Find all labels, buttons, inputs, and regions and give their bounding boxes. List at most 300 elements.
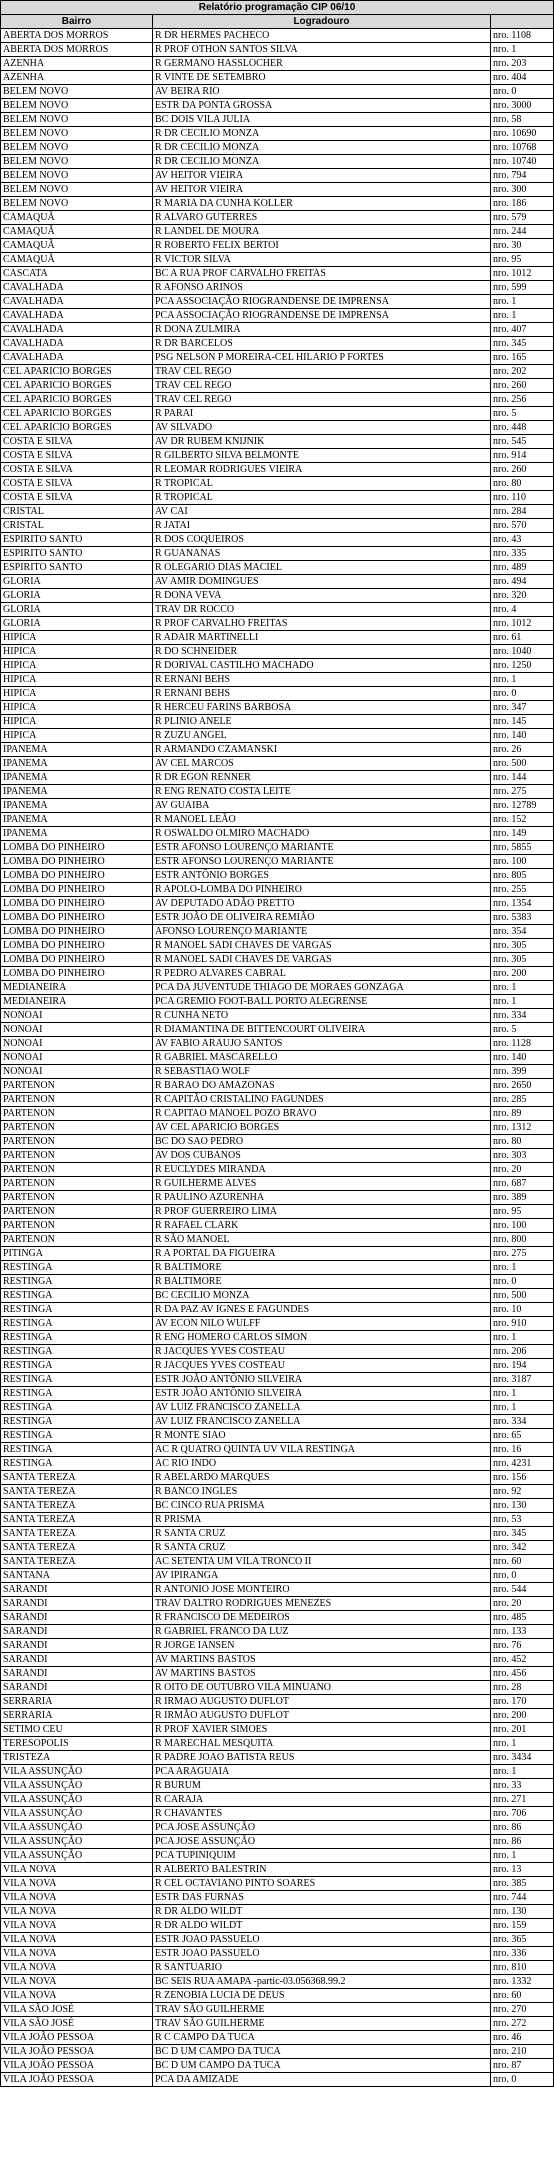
cell-bairro: VILA ASSUNÇÃO <box>1 1793 153 1807</box>
cell-bairro: SARANDI <box>1 1597 153 1611</box>
cell-bairro: VILA NOVA <box>1 1891 153 1905</box>
cell-logradouro: PCA JOSE ASSUNÇÃO <box>153 1835 491 1849</box>
cell-logradouro: AV ECON NILO WULFF <box>153 1317 491 1331</box>
cell-bairro: ABERTA DOS MORROS <box>1 29 153 43</box>
cell-numero: nro. 1 <box>491 1261 554 1275</box>
cell-bairro: NONOAI <box>1 1051 153 1065</box>
cell-numero: nro. 95 <box>491 1205 554 1219</box>
cell-bairro: CEL APARICIO BORGES <box>1 379 153 393</box>
cell-bairro: VILA ASSUNÇÃO <box>1 1821 153 1835</box>
table-row <box>1 505 554 519</box>
cell-numero: nro. 500 <box>491 757 554 771</box>
cell-bairro: VILA NOVA <box>1 1877 153 1891</box>
table-row <box>1 197 554 211</box>
cell-numero: nro. 10 <box>491 1303 554 1317</box>
cell-bairro: RESTINGA <box>1 1289 153 1303</box>
cell-logradouro: R BANCO INGLES <box>153 1485 491 1499</box>
table-row <box>1 1681 554 1695</box>
cell-logradouro: ESTR ANTÔNIO BORGES <box>153 869 491 883</box>
cell-logradouro: AV LUIZ FRANCISCO ZANELLA <box>153 1401 491 1415</box>
table-row <box>1 1611 554 1625</box>
cell-bairro: ESPIRITO SANTO <box>1 547 153 561</box>
cell-bairro: VILA ASSUNÇÃO <box>1 1835 153 1849</box>
cell-numero: nro. 706 <box>491 1807 554 1821</box>
cell-numero: nro. 13 <box>491 1863 554 1877</box>
cell-bairro: IPANEMA <box>1 785 153 799</box>
table-row <box>1 1023 554 1037</box>
table-row <box>1 1009 554 1023</box>
cell-logradouro: R AFONSO ARINOS <box>153 281 491 295</box>
cell-logradouro: R ALBERTO BALESTRIN <box>153 1863 491 1877</box>
cell-numero: nro. 599 <box>491 281 554 295</box>
table-row <box>1 687 554 701</box>
cell-bairro: AZENHA <box>1 57 153 71</box>
cell-logradouro: R ANTONIO JOSE MONTEIRO <box>153 1583 491 1597</box>
cell-numero: nro. 80 <box>491 1135 554 1149</box>
cell-numero: nro. 203 <box>491 57 554 71</box>
cell-logradouro: PCA ASSOCIAÇÃO RIOGRANDENSE DE IMPRENSA <box>153 295 491 309</box>
table-row <box>1 1555 554 1569</box>
table-row <box>1 785 554 799</box>
table-row <box>1 799 554 813</box>
cell-bairro: CEL APARICIO BORGES <box>1 393 153 407</box>
cell-bairro: LOMBA DO PINHEIRO <box>1 953 153 967</box>
cell-logradouro: R ARMANDO CZAMANSKI <box>153 743 491 757</box>
cell-logradouro: AFONSO LOURENÇO MARIANTE <box>153 925 491 939</box>
cell-numero: nro. 1 <box>491 1849 554 1863</box>
table-row <box>1 1457 554 1471</box>
cell-logradouro: R PRISMA <box>153 1513 491 1527</box>
cell-bairro: PITINGA <box>1 1247 153 1261</box>
cell-numero: nro. 3434 <box>491 1751 554 1765</box>
cell-numero: nro. 1 <box>491 981 554 995</box>
cell-numero: nro. 5383 <box>491 911 554 925</box>
table-row <box>1 1709 554 1723</box>
cell-bairro: SANTA TEREZA <box>1 1499 153 1513</box>
table-row <box>1 1779 554 1793</box>
cell-numero: nro. 0 <box>491 1275 554 1289</box>
cell-numero: nro. 260 <box>491 463 554 477</box>
table-row <box>1 1737 554 1751</box>
cell-bairro: VILA NOVA <box>1 1905 153 1919</box>
cell-bairro: VILA ASSUNÇÃO <box>1 1849 153 1863</box>
cell-numero: nro. 794 <box>491 169 554 183</box>
table-row <box>1 1723 554 1737</box>
cell-bairro: VILA ASSUNÇÃO <box>1 1765 153 1779</box>
cell-bairro: CAMAQUÃ <box>1 253 153 267</box>
table-row <box>1 183 554 197</box>
cell-bairro: PARTENON <box>1 1177 153 1191</box>
cell-numero: nro. 92 <box>491 1485 554 1499</box>
cell-numero: nro. 140 <box>491 1051 554 1065</box>
cell-logradouro: ESTR JOÃO ANTÔNIO SILVEIRA <box>153 1387 491 1401</box>
cell-bairro: CRISTAL <box>1 505 153 519</box>
cell-bairro: LOMBA DO PINHEIRO <box>1 911 153 925</box>
cell-logradouro: ESTR DAS FURNAS <box>153 1891 491 1905</box>
cell-bairro: ABERTA DOS MORROS <box>1 43 153 57</box>
cell-bairro: GLORIA <box>1 589 153 603</box>
cell-logradouro: AV SILVADO <box>153 421 491 435</box>
table-row <box>1 701 554 715</box>
cell-numero: nro. 687 <box>491 1177 554 1191</box>
cell-numero: nro. 385 <box>491 1877 554 1891</box>
cell-logradouro: R DONA VEVA <box>153 589 491 603</box>
table-row <box>1 897 554 911</box>
cell-numero: nro. 4 <box>491 603 554 617</box>
cell-numero: nro. 140 <box>491 729 554 743</box>
cell-bairro: COSTA E SILVA <box>1 463 153 477</box>
cell-numero: nro. 1108 <box>491 29 554 43</box>
cell-bairro: VILA SÃO JOSÉ <box>1 2017 153 2031</box>
cell-bairro: HIPICA <box>1 701 153 715</box>
cell-logradouro: BC SEIS RUA AMAPA -partic-03.056368.99.2 <box>153 1975 491 1989</box>
cell-bairro: PARTENON <box>1 1121 153 1135</box>
cell-bairro: HIPICA <box>1 645 153 659</box>
cell-bairro: LOMBA DO PINHEIRO <box>1 967 153 981</box>
cell-bairro: LOMBA DO PINHEIRO <box>1 939 153 953</box>
table-row <box>1 1401 554 1415</box>
cell-logradouro: BC D UM CAMPO DA TUCA <box>153 2059 491 2073</box>
table-row <box>1 925 554 939</box>
cell-numero: nro. 86 <box>491 1835 554 1849</box>
cell-logradouro: R BALTIMORE <box>153 1261 491 1275</box>
cell-numero: nro. 5855 <box>491 841 554 855</box>
cell-numero: nro. 260 <box>491 379 554 393</box>
cell-numero: nro. 89 <box>491 1107 554 1121</box>
table-row <box>1 2017 554 2031</box>
cell-bairro: SANTA TEREZA <box>1 1485 153 1499</box>
table-row <box>1 295 554 309</box>
header-logradouro: Logradouro <box>153 15 491 29</box>
cell-numero: nro. 285 <box>491 1093 554 1107</box>
cell-bairro: CAMAQUÃ <box>1 225 153 239</box>
table-row <box>1 379 554 393</box>
table-row <box>1 1835 554 1849</box>
table-row <box>1 1415 554 1429</box>
table-row <box>1 57 554 71</box>
cell-bairro: BELEM NOVO <box>1 197 153 211</box>
cell-bairro: IPANEMA <box>1 757 153 771</box>
cell-numero: nro. 10690 <box>491 127 554 141</box>
cell-numero: nro. 256 <box>491 393 554 407</box>
cell-numero: nro. 5 <box>491 1023 554 1037</box>
cell-logradouro: PCA GREMIO FOOT-BALL PORTO ALEGRENSE <box>153 995 491 1009</box>
cell-numero: nro. 194 <box>491 1359 554 1373</box>
cell-bairro: VILA ASSUNÇÃO <box>1 1779 153 1793</box>
cell-bairro: HIPICA <box>1 659 153 673</box>
cell-bairro: HIPICA <box>1 631 153 645</box>
cell-logradouro: R DR CECILIO MONZA <box>153 155 491 169</box>
cell-logradouro: R PLINIO ANELE <box>153 715 491 729</box>
table-row <box>1 309 554 323</box>
table-row <box>1 575 554 589</box>
cell-bairro: HIPICA <box>1 715 153 729</box>
table-row <box>1 85 554 99</box>
cell-logradouro: TRAV CEL REGO <box>153 393 491 407</box>
cell-logradouro: R OSWALDO OLMIRO MACHADO <box>153 827 491 841</box>
cell-numero: nro. 365 <box>491 1933 554 1947</box>
table-row <box>1 1793 554 1807</box>
cell-numero: nro. 2650 <box>491 1079 554 1093</box>
cell-bairro: LOMBA DO PINHEIRO <box>1 897 153 911</box>
cell-bairro: NONOAI <box>1 1009 153 1023</box>
cell-logradouro: R CARAJA <box>153 1793 491 1807</box>
cell-numero: nro. 165 <box>491 351 554 365</box>
cell-logradouro: R BURUM <box>153 1779 491 1793</box>
cell-logradouro: ESTR DA PONTA GROSSA <box>153 99 491 113</box>
cell-logradouro: R ZUZU ANGEL <box>153 729 491 743</box>
table-row <box>1 351 554 365</box>
cell-numero: nro. 1 <box>491 295 554 309</box>
cell-bairro: PARTENON <box>1 1079 153 1093</box>
cell-logradouro: R ENG HOMERO CARLOS SIMON <box>153 1331 491 1345</box>
cell-logradouro: AV DOS CUBANOS <box>153 1149 491 1163</box>
cell-bairro: PARTENON <box>1 1107 153 1121</box>
cell-bairro: GLORIA <box>1 575 153 589</box>
cell-logradouro: R DR HERMES PACHECO <box>153 29 491 43</box>
table-row <box>1 757 554 771</box>
table-row <box>1 659 554 673</box>
cell-logradouro: AV MARTINS BASTOS <box>153 1667 491 1681</box>
cell-numero: nro. 320 <box>491 589 554 603</box>
cell-logradouro: PCA TUPINIQUIM <box>153 1849 491 1863</box>
table-row <box>1 1485 554 1499</box>
table-row <box>1 1121 554 1135</box>
cell-numero: nro. 244 <box>491 225 554 239</box>
cell-logradouro: AV AMIR DOMINGUES <box>153 575 491 589</box>
cell-bairro: MEDIANEIRA <box>1 981 153 995</box>
cell-numero: nro. 303 <box>491 1149 554 1163</box>
table-row <box>1 99 554 113</box>
cell-bairro: IPANEMA <box>1 743 153 757</box>
table-row <box>1 29 554 43</box>
cell-numero: nro. 1 <box>491 309 554 323</box>
cell-numero: nro. 570 <box>491 519 554 533</box>
cell-numero: nro. 3000 <box>491 99 554 113</box>
cell-numero: nro. 1 <box>491 995 554 1009</box>
header-numero <box>491 15 554 29</box>
cell-numero: nro. 76 <box>491 1639 554 1653</box>
cell-numero: nro. 544 <box>491 1583 554 1597</box>
cell-bairro: VILA ASSUNÇÃO <box>1 1807 153 1821</box>
cell-bairro: TERESOPOLIS <box>1 1737 153 1751</box>
cell-logradouro: AV BEIRA RIO <box>153 85 491 99</box>
cell-logradouro: R ENG RENATO COSTA LEITE <box>153 785 491 799</box>
cell-numero: nro. 354 <box>491 925 554 939</box>
cell-numero: nro. 271 <box>491 1793 554 1807</box>
cell-logradouro: R TROPICAL <box>153 477 491 491</box>
cell-logradouro: R DIAMANTINA DE BITTENCOURT OLIVEIRA <box>153 1023 491 1037</box>
cell-numero: nro. 270 <box>491 2003 554 2017</box>
table-row <box>1 1513 554 1527</box>
cell-numero: nro. 33 <box>491 1779 554 1793</box>
cell-numero: nro. 0 <box>491 2073 554 2087</box>
table-row <box>1 1443 554 1457</box>
cell-logradouro: R SEBASTIAO WOLF <box>153 1065 491 1079</box>
table-row <box>1 1499 554 1513</box>
table-row <box>1 827 554 841</box>
cell-logradouro: R DR ALDO WILDT <box>153 1919 491 1933</box>
table-row <box>1 2031 554 2045</box>
table-row <box>1 267 554 281</box>
cell-logradouro: TRAV DR ROCCO <box>153 603 491 617</box>
cell-numero: nro. 100 <box>491 1219 554 1233</box>
cell-numero: nro. 26 <box>491 743 554 757</box>
cell-numero: nro. 210 <box>491 2045 554 2059</box>
cell-numero: nro. 130 <box>491 1499 554 1513</box>
table-row <box>1 1065 554 1079</box>
cell-bairro: HIPICA <box>1 729 153 743</box>
cell-bairro: SARANDI <box>1 1611 153 1625</box>
cell-numero: nro. 10768 <box>491 141 554 155</box>
table-row <box>1 1079 554 1093</box>
cell-bairro: BELEM NOVO <box>1 169 153 183</box>
cell-logradouro: R PROF GUERREIRO LIMA <box>153 1205 491 1219</box>
table-row <box>1 1107 554 1121</box>
table-row <box>1 1205 554 1219</box>
cell-bairro: SANTANA <box>1 1569 153 1583</box>
cell-logradouro: R LANDEL DE MOURA <box>153 225 491 239</box>
table-row <box>1 939 554 953</box>
table-row <box>1 869 554 883</box>
cell-bairro: CEL APARICIO BORGES <box>1 421 153 435</box>
cell-logradouro: R LEOMAR RODRIGUES VIEIRA <box>153 463 491 477</box>
table-row <box>1 253 554 267</box>
cell-numero: nro. 744 <box>491 1891 554 1905</box>
cell-numero: nro. 95 <box>491 253 554 267</box>
table-row <box>1 855 554 869</box>
cell-numero: nro. 334 <box>491 1415 554 1429</box>
cell-logradouro: TRAV SÃO GUILHERME <box>153 2017 491 2031</box>
cell-logradouro: R JATAI <box>153 519 491 533</box>
cell-numero: nro. 485 <box>491 1611 554 1625</box>
title-row <box>1 1 554 15</box>
cell-bairro: SARANDI <box>1 1625 153 1639</box>
cell-logradouro: R BALTIMORE <box>153 1275 491 1289</box>
cell-numero: nro. 1040 <box>491 645 554 659</box>
table-row <box>1 1303 554 1317</box>
table-row <box>1 71 554 85</box>
cell-logradouro: AV HEITOR VIEIRA <box>153 183 491 197</box>
cell-bairro: RESTINGA <box>1 1275 153 1289</box>
cell-numero: nro. 133 <box>491 1625 554 1639</box>
cell-bairro: SARANDI <box>1 1653 153 1667</box>
cell-numero: nro. 389 <box>491 1191 554 1205</box>
cell-numero: nro. 255 <box>491 883 554 897</box>
table-row <box>1 1429 554 1443</box>
cell-logradouro: R DR ALDO WILDT <box>153 1905 491 1919</box>
cell-numero: nro. 810 <box>491 1961 554 1975</box>
cell-bairro: CAVALHADA <box>1 323 153 337</box>
table-row <box>1 561 554 575</box>
cell-numero: nro. 1128 <box>491 1037 554 1051</box>
cell-bairro: NONOAI <box>1 1037 153 1051</box>
cell-numero: nro. 1 <box>491 43 554 57</box>
cell-numero: nro. 152 <box>491 813 554 827</box>
cell-numero: nro. 0 <box>491 85 554 99</box>
cell-numero: nro. 65 <box>491 1429 554 1443</box>
cell-logradouro: R SÃO MANOEL <box>153 1233 491 1247</box>
cell-logradouro: R CEL OCTAVIANO PINTO SOARES <box>153 1877 491 1891</box>
table-row <box>1 1597 554 1611</box>
table-row <box>1 1359 554 1373</box>
cell-numero: nro. 1 <box>491 1401 554 1415</box>
table-row <box>1 1037 554 1051</box>
cell-logradouro: PCA JOSE ASSUNÇÃO <box>153 1821 491 1835</box>
table-row <box>1 1191 554 1205</box>
table-row <box>1 1807 554 1821</box>
table-row <box>1 2059 554 2073</box>
cell-bairro: RESTINGA <box>1 1415 153 1429</box>
cell-logradouro: R ERNANI BEHS <box>153 673 491 687</box>
table-row <box>1 421 554 435</box>
cell-numero: nro. 399 <box>491 1065 554 1079</box>
cell-bairro: COSTA E SILVA <box>1 477 153 491</box>
cell-logradouro: R PROF OTHON SANTOS SILVA <box>153 43 491 57</box>
cell-bairro: VILA JOÃO PESSOA <box>1 2031 153 2045</box>
table-row <box>1 2003 554 2017</box>
cell-logradouro: AV CEL APARICIO BORGES <box>153 1121 491 1135</box>
cell-numero: nro. 272 <box>491 2017 554 2031</box>
table-row <box>1 239 554 253</box>
cell-bairro: COSTA E SILVA <box>1 435 153 449</box>
cell-numero: nro. 345 <box>491 1527 554 1541</box>
header-row <box>1 15 554 29</box>
cell-logradouro: AV CAI <box>153 505 491 519</box>
cell-logradouro: R PROF CARVALHO FREITAS <box>153 617 491 631</box>
cell-logradouro: R IRMAO AUGUSTO DUFLOT <box>153 1695 491 1709</box>
table-row <box>1 967 554 981</box>
cell-numero: nro. 275 <box>491 785 554 799</box>
table-row <box>1 323 554 337</box>
cell-logradouro: R MARIA DA CUNHA KOLLER <box>153 197 491 211</box>
cell-bairro: GLORIA <box>1 603 153 617</box>
cell-logradouro: R APOLO-LOMBA DO PINHEIRO <box>153 883 491 897</box>
cell-numero: nro. 347 <box>491 701 554 715</box>
cell-logradouro: R CAPITÃO CRISTALINO FAGUNDES <box>153 1093 491 1107</box>
cell-numero: nro. 914 <box>491 449 554 463</box>
cell-logradouro: R DR CECILIO MONZA <box>153 127 491 141</box>
table-row <box>1 1947 554 1961</box>
table-row <box>1 911 554 925</box>
table-row <box>1 1583 554 1597</box>
cell-bairro: IPANEMA <box>1 799 153 813</box>
cell-numero: nro. 404 <box>491 71 554 85</box>
cell-logradouro: ESTR AFONSO LOURENÇO MARIANTE <box>153 841 491 855</box>
cell-numero: nro. 159 <box>491 1919 554 1933</box>
cell-numero: nro. 489 <box>491 561 554 575</box>
cell-numero: nro. 805 <box>491 869 554 883</box>
cell-bairro: PARTENON <box>1 1233 153 1247</box>
cell-logradouro: R ALVARO GUTERRES <box>153 211 491 225</box>
cell-bairro: RESTINGA <box>1 1331 153 1345</box>
table-row <box>1 1093 554 1107</box>
cell-bairro: CAVALHADA <box>1 351 153 365</box>
cell-bairro: HIPICA <box>1 673 153 687</box>
cell-numero: nro. 10740 <box>491 155 554 169</box>
cell-logradouro: R TROPICAL <box>153 491 491 505</box>
cell-logradouro: PCA ASSOCIAÇÃO RIOGRANDENSE DE IMPRENSA <box>153 309 491 323</box>
table-row <box>1 1177 554 1191</box>
cell-logradouro: R VICTOR SILVA <box>153 253 491 267</box>
table-body <box>1 29 554 2087</box>
cell-logradouro: AV MARTINS BASTOS <box>153 1653 491 1667</box>
table-row <box>1 1877 554 1891</box>
cell-bairro: BELEM NOVO <box>1 99 153 113</box>
cell-bairro: NONOAI <box>1 1023 153 1037</box>
table-row <box>1 2045 554 2059</box>
cell-numero: nro. 43 <box>491 533 554 547</box>
